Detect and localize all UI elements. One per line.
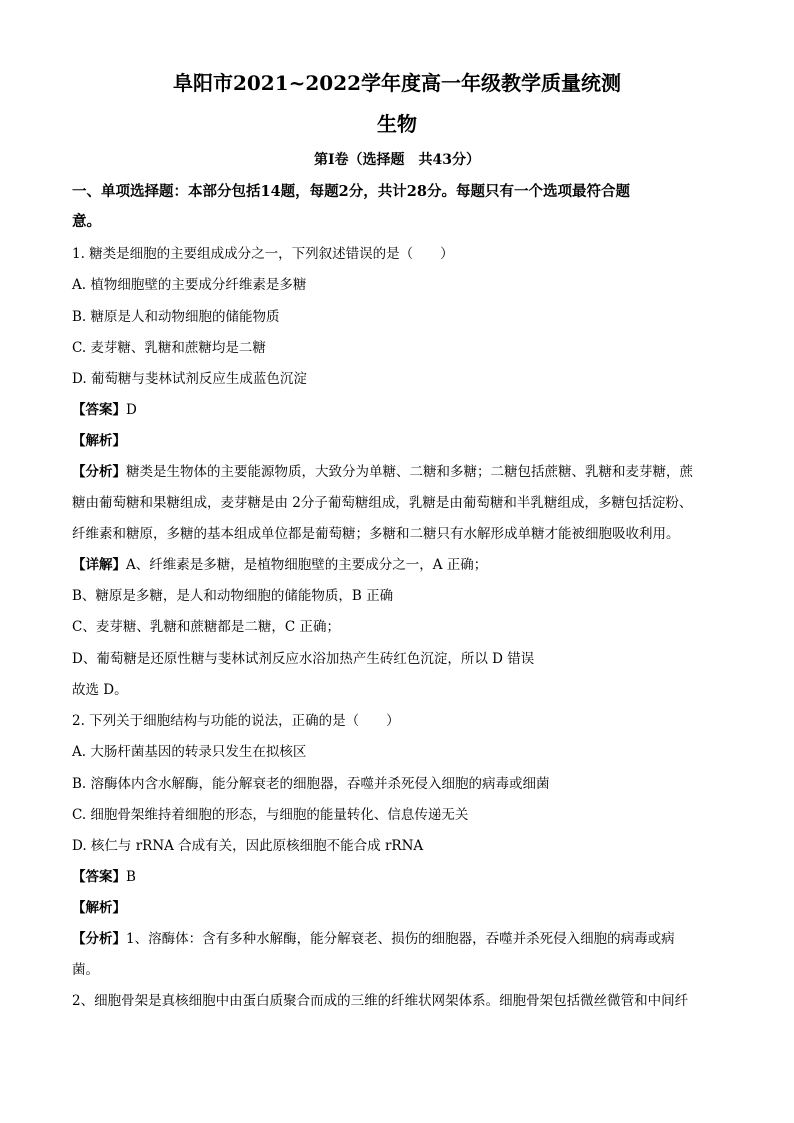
detail-tag: 【详解】 <box>72 557 126 573</box>
q1-detail-c: C、麦芽糖、乳糖和蔗糖都是二糖，C 正确； <box>72 619 340 635</box>
q2-analysis <box>72 899 126 917</box>
detail-text: A、纤维素是多糖，是植物细胞壁的主要成分之一，A 正确； <box>126 557 488 573</box>
fenxi-tag: 【分析】 <box>72 931 126 947</box>
subject-title: 生物 <box>377 112 417 136</box>
q2-option-a: A. 大肠杆菌基因的转录只发生在拟核区 <box>72 744 307 760</box>
fenxi-tag: 【分析】 <box>72 464 126 480</box>
analysis-tag: 【解析】 <box>72 433 126 449</box>
q1-detail-d: D、葡萄糖是还原性糖与斐林试剂反应水浴加热产生砖红色沉淀，所以 D 错误 <box>72 651 535 667</box>
q1-option-b: B. 糖原是人和动物细胞的储能物质 <box>72 309 280 325</box>
q1-fenxi-line2: 糖由葡萄糖和果糖组成，麦芽糖是由 2分子葡萄糖组成，乳糖是由葡萄糖和半乳糖组成，多糖包括淀粉、 <box>72 495 693 511</box>
volume-title: 第Ⅰ卷（选择题 共43分） <box>313 152 481 168</box>
q2-stem: 2. 下列关于细胞结构与功能的说法，正确的是（ ） <box>72 713 400 729</box>
q2-answer <box>72 868 136 886</box>
q1-analysis <box>72 432 126 450</box>
q2-fenxi-line1 <box>72 930 675 948</box>
q2-option-b: B. 溶酶体内含水解酶，能分解衰老的细胞器，吞噬并杀死侵入细胞的病毒或细菌 <box>72 776 550 792</box>
fenxi-text: 糖类是生物体的主要能源物质，大致分为单糖、二糖和多糖；二糖包括蔗糖、乳糖和麦芽糖，蔗 <box>126 464 693 480</box>
answer-tag: 【答案】 <box>72 869 126 885</box>
q1-answer <box>72 401 137 419</box>
q1-conclusion: 故选 D。 <box>72 682 128 698</box>
q1-option-c: C. 麦芽糖、乳糖和蔗糖均是二糖 <box>72 340 266 356</box>
fenxi-text: 1、溶酶体：含有多种水解酶，能分解衰老、损伤的细胞器，吞噬并杀死侵入细胞的病毒或病 <box>126 931 675 947</box>
q2-fenxi-line2: 菌。 <box>72 962 99 978</box>
q1-option-d: D. 葡萄糖与斐林试剂反应生成蓝色沉淀 <box>72 371 307 387</box>
q2-option-c: C. 细胞骨架维持着细胞的形态，与细胞的能量转化、信息传递无关 <box>72 807 469 823</box>
analysis-tag: 【解析】 <box>72 900 126 916</box>
exam-title: 阜阳市2021~2022学年度高一年级教学质量统测 <box>172 71 622 95</box>
q1-stem: 1. 糖类是细胞的主要组成成分之一，下列叙述错误的是（ ） <box>72 246 454 262</box>
q2-option-d: D. 核仁与 rRNA 合成有关，因此原核细胞不能合成 rRNA <box>72 838 424 854</box>
q1-detail-b: B、糖原是多糖，是人和动物细胞的储能物质，B 正确 <box>72 588 394 604</box>
q1-fenxi-line3: 纤维素和糖原，多糖的基本组成单位都是葡萄糖；多糖和二糖只有水解形成单糖才能被细胞吸收利用。 <box>72 526 680 542</box>
q1-fenxi-line1 <box>72 463 693 481</box>
q1-option-a: A. 植物细胞壁的主要成分纤维素是多糖 <box>72 277 307 293</box>
q1-detail-a <box>72 556 487 574</box>
answer-tag: 【答案】 <box>72 402 126 418</box>
answer-value: D <box>126 402 137 418</box>
q2-fenxi-line3: 2、细胞骨架是真核细胞中由蛋白质聚合而成的三维的纤维状网架体系。细胞骨架包括微丝微管和中间纤 <box>72 993 689 1009</box>
section-heading-line1: 一、单项选择题：本部分包括14题，每题2分，共计28分。每题只有一个选项最符合题 <box>72 183 630 200</box>
section-heading-line2: 意。 <box>72 213 101 230</box>
answer-value: B <box>126 869 136 885</box>
